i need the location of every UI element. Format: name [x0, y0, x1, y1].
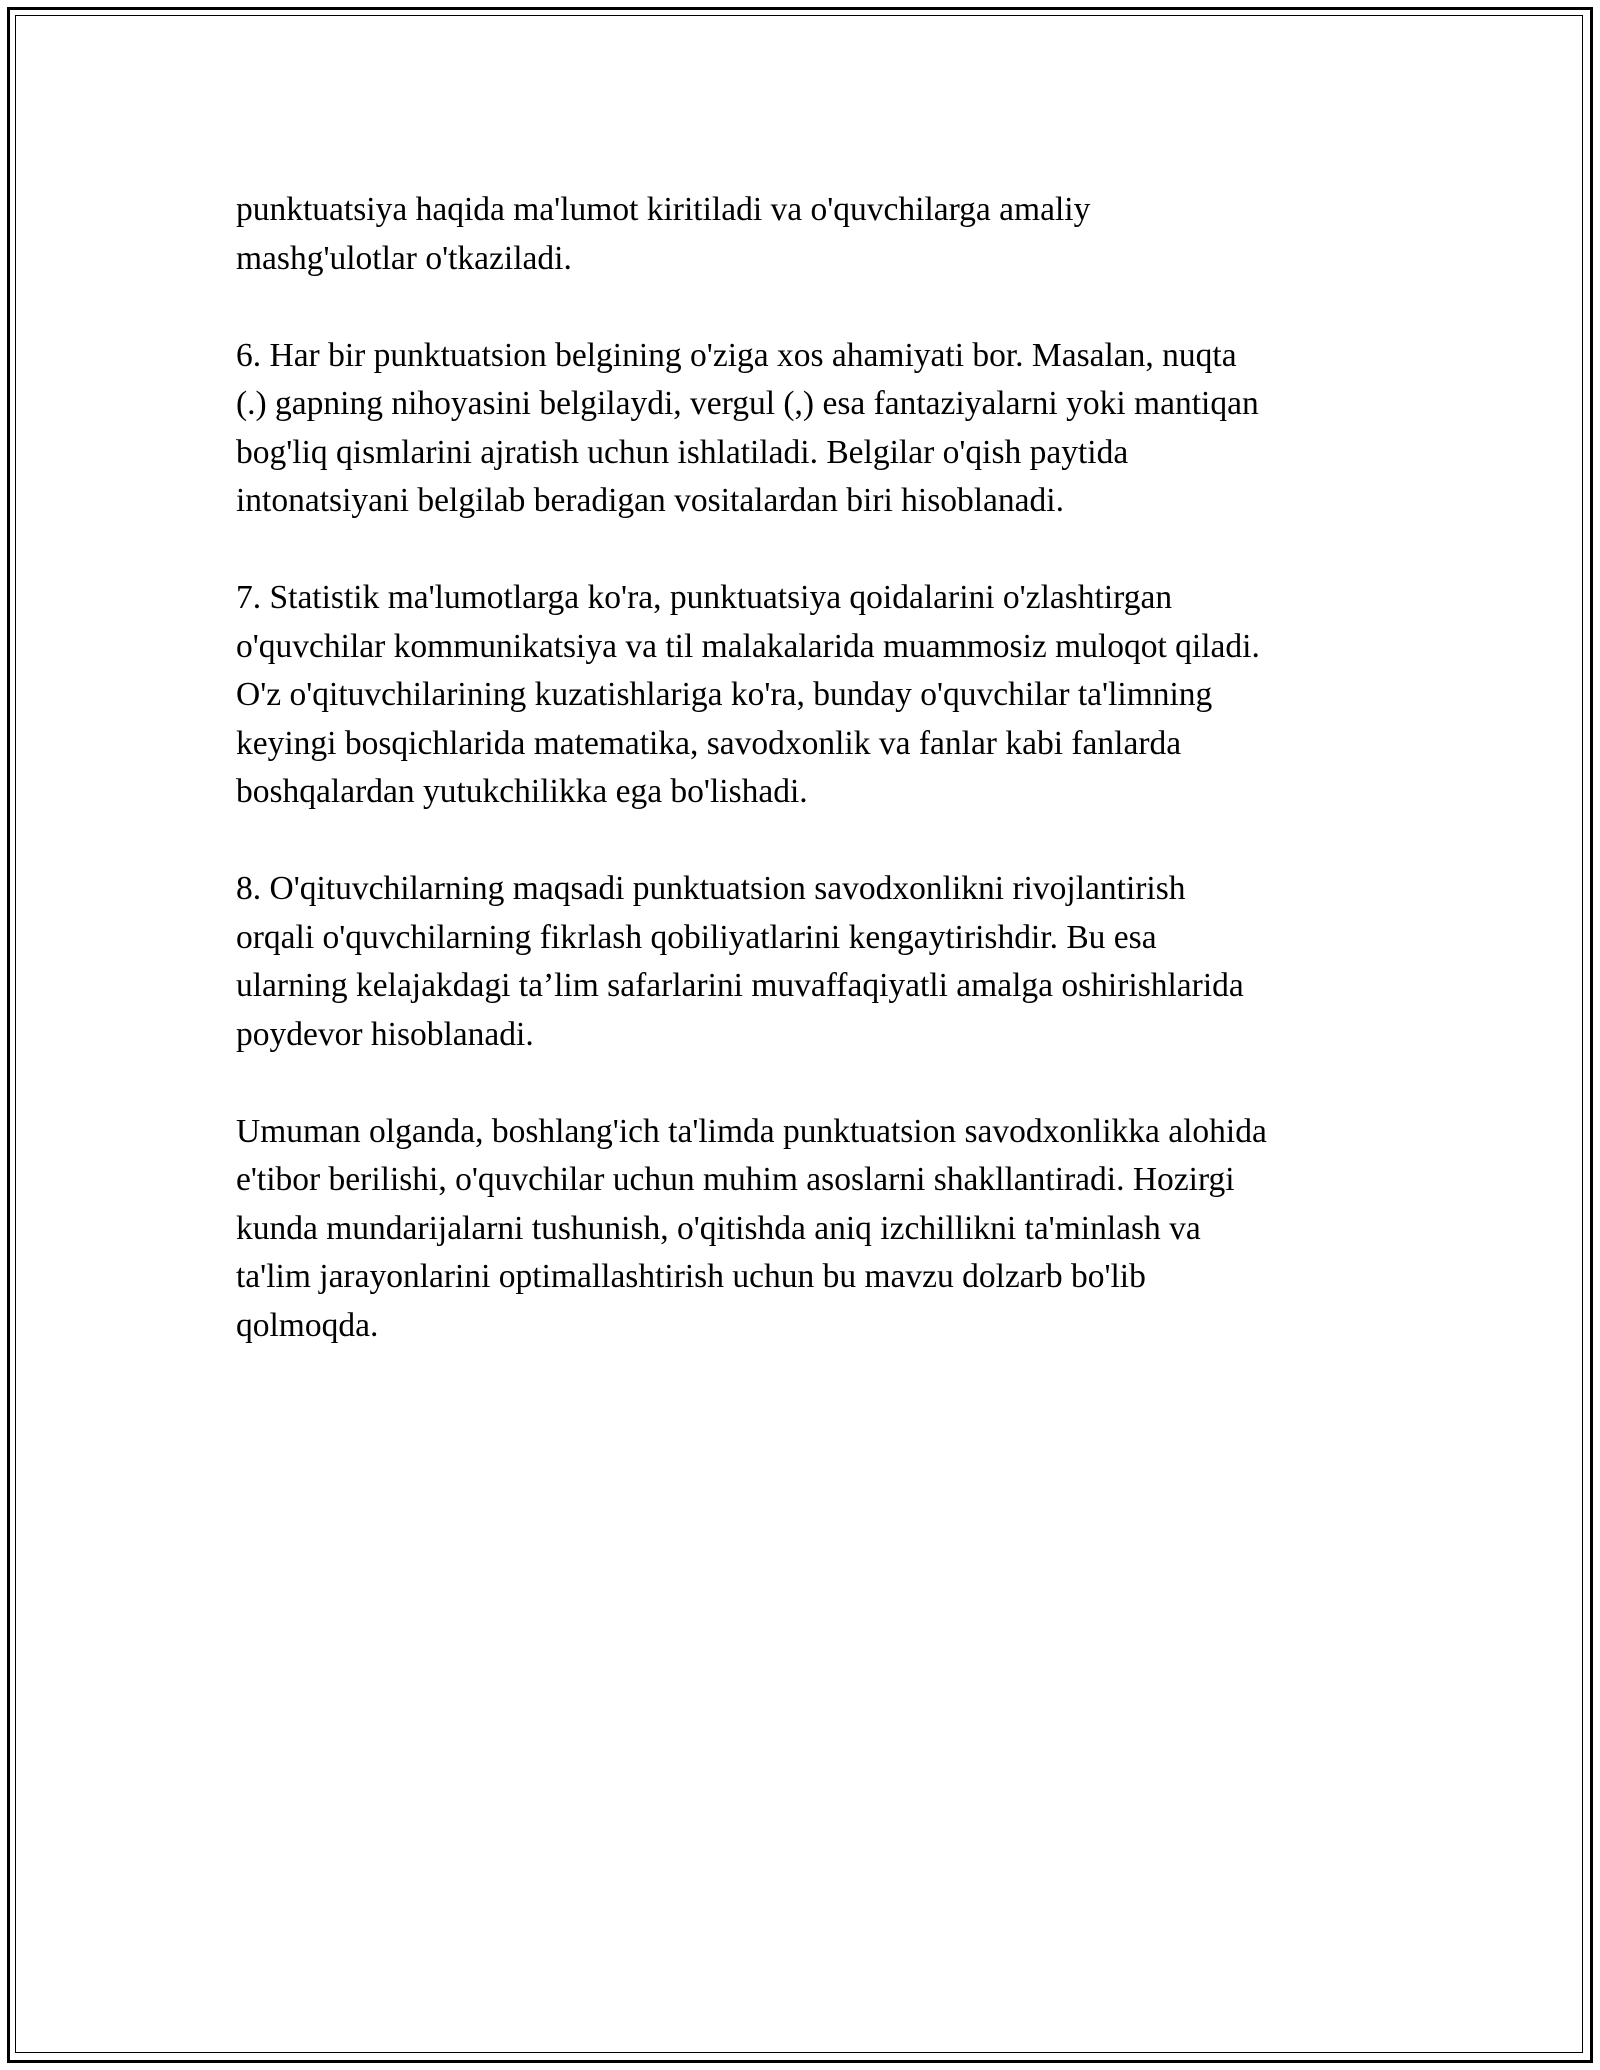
paragraph-intro-continuation: punktuatsiya haqida ma'lumot kiritiladi va o'quvchilarga amaliy mashg'ulotlar o'tkaziladi.: [236, 191, 1091, 277]
paragraph-item-6: 6. Har bir punktuatsion belgining o'ziga xos ahamiyati bor. Masalan, nuqta (.) gapning nihoyasini belgilaydi, vergul (,) esa fantaziyalarni yoki mantiqan bog'liq qismlarini ajratish uchun ishlatiladi. Belgilar o'qish paytida intonatsiyani belgilab beradigan vositalardan biri hisoblanadi.: [236, 336, 1259, 519]
paragraph-item-8: 8. O'qituvchilarning maqsadi punktuatsion savodxonlikni rivojlantirish orqali o'quvchilarning fikrlash qobiliyatlarini kengaytirishdir. Bu esa ularning kelajakdagi ta’lim safarlarini muvaffaqiyatli amalga oshirishlarida poydevor hisoblanadi.: [236, 870, 1244, 1053]
paragraph-conclusion: Umuman olganda, boshlang'ich ta'limda punktuatsion savodxonlikka alohida e'tibor berilishi, o'quvchilar uchun muhim asoslarni shakllantiradi. Hozirgi kunda mundarijalarni tushunish, o'qitishda aniq izchillikni ta'minlash va ta'lim jarayonlarini optimallashtirish uchun bu mavzu dolzarb bo'lib qolmoqda.: [236, 1112, 1267, 1344]
paragraph-item-7: 7. Statistik ma'lumotlarga ko'ra, punktuatsiya qoidalarini o'zlashtirgan o'quvchilar kommunikatsiya va til malakalarida muammosiz muloqot qiladi. O'z o'qituvchilarining kuzatishlariga ko'ra, bunday o'quvchilar ta'limning keyingi bosqichlarida matematika, savodxonlik va fanlar kabi fanlarda boshqalardan yutukchilikka ega bo'lishadi.: [236, 579, 1260, 810]
document-body: [236, 186, 1396, 1399]
